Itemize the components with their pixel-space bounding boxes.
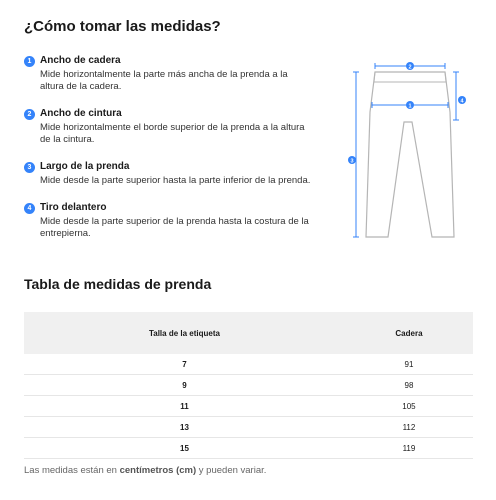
page-title: ¿Cómo tomar las medidas?	[24, 18, 221, 35]
hip-cell: 119	[345, 438, 473, 459]
step-hip-width	[24, 54, 314, 93]
step-title: Ancho de cadera	[40, 55, 121, 66]
table-row	[24, 354, 473, 375]
table-row	[24, 396, 473, 417]
size-cell: 15	[24, 438, 345, 459]
step-garment-length	[24, 160, 314, 187]
pants-outline-icon	[366, 72, 454, 237]
step-title: Ancho de cintura	[40, 108, 122, 119]
step-description: Mide horizontalmente la parte más ancha de la prenda a la altura de la cadera.	[40, 69, 288, 92]
column-header-hip: Cadera	[345, 312, 473, 354]
size-cell: 9	[24, 375, 345, 396]
pants-measurement-diagram	[342, 52, 472, 247]
marker-label: 1	[408, 103, 412, 110]
size-cell: 7	[24, 354, 345, 375]
step-front-rise	[24, 201, 314, 240]
step-number-badge: 4	[24, 203, 35, 214]
step-title: Tiro delantero	[40, 202, 107, 213]
step-description: Mide horizontalmente el borde superior de la prenda a la altura de la cintura.	[40, 122, 305, 145]
note-units: centímetros (cm)	[119, 465, 197, 476]
units-note	[24, 465, 266, 476]
step-description: Mide desde la parte superior de la prenda hasta la costura de la entrepierna.	[40, 216, 309, 239]
step-number-badge: 3	[24, 162, 35, 173]
table-row	[24, 375, 473, 396]
table-header-row	[24, 312, 473, 354]
step-number-badge: 1	[24, 56, 35, 67]
measurement-steps	[24, 54, 314, 254]
step-number-badge: 2	[24, 109, 35, 120]
step-title: Largo de la prenda	[40, 161, 130, 172]
hip-cell: 91	[345, 354, 473, 375]
hip-cell: 112	[345, 417, 473, 438]
marker-label: 2	[408, 64, 412, 71]
marker-label: 4	[460, 98, 464, 105]
step-waist-width	[24, 107, 314, 146]
size-cell: 11	[24, 396, 345, 417]
hip-cell: 105	[345, 396, 473, 417]
table-row	[24, 438, 473, 459]
marker-label: 3	[350, 158, 354, 165]
table-row	[24, 417, 473, 438]
note-prefix: Las medidas están en	[24, 465, 120, 476]
size-cell: 13	[24, 417, 345, 438]
size-table	[24, 312, 473, 459]
size-table-title: Tabla de medidas de prenda	[24, 276, 212, 292]
note-suffix: y pueden variar.	[196, 465, 267, 476]
column-header-size: Talla de la etiqueta	[24, 312, 345, 354]
hip-cell: 98	[345, 375, 473, 396]
step-description: Mide desde la parte superior hasta la parte inferior de la prenda.	[40, 175, 311, 186]
